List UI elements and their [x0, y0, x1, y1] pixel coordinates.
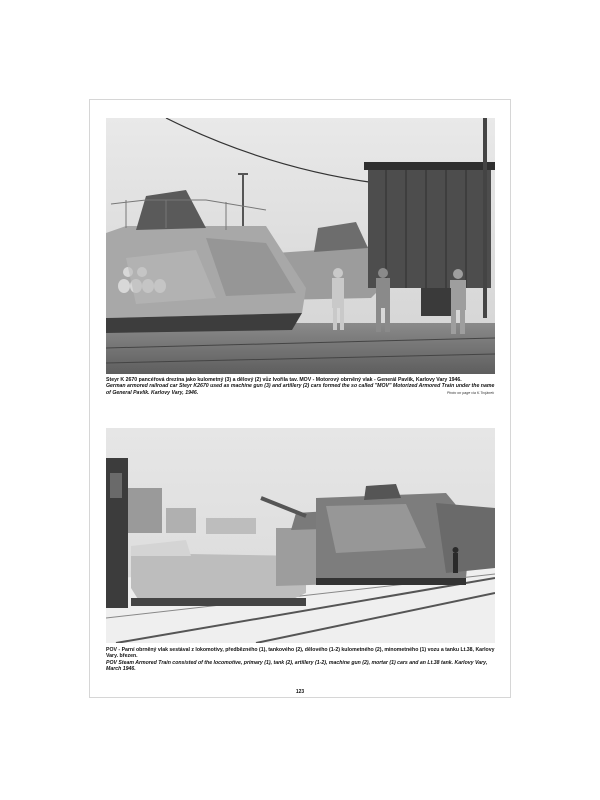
- caption-english: German armored railroad car Steyr K2670 used as machine gun (3) and artillery (2) cars formed the so called "MOV" Motorized Armored Train under the name of General Pavlík. Karlovy Vary, 1946.: [106, 383, 495, 396]
- photo-credit: Photo on page via K.Trojánek: [446, 391, 494, 395]
- photo-top-caption: [106, 377, 495, 396]
- caption-czech: Steyr K 2670 pancéřová drezína jako kulometný (3) a dělový (2) vůz Ivořila tav. MOV - Motorový obrněný vlak - Generál Pavlík, Karlovy Vary 1946.: [106, 377, 462, 383]
- armored-railcar-photo-image: [106, 118, 495, 374]
- armored-railcar-photo: [106, 118, 495, 374]
- book-page: [89, 99, 511, 698]
- caption-czech: POV - Parní obrněný vlak sestával z lokomotivy, předbězného (1), tankového (2), dělového (1-2) kulometného (2), minometného (1) vozu a tanku Lt.38, Karlovy Vary. březen.: [106, 647, 495, 660]
- page-number: 123: [295, 689, 305, 695]
- armored-train-photo-image: [106, 428, 495, 643]
- photo-bottom-caption: [106, 647, 495, 673]
- armored-train-photo: [106, 428, 495, 643]
- caption-english: POV Steam Armored Train consisted of the locomotive, primary (1), tank (2), artillery (1-2), machine gun (2), mortar (1) cars and an Lt.38 tank. Karlovy Vary, March 1946.: [106, 659, 488, 673]
